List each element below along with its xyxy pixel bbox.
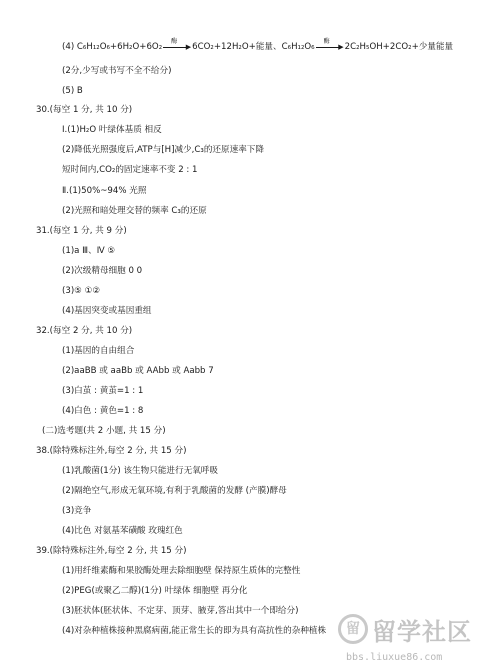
- q29-eq1-left: C₆H₁₂O₆+6H₂O+6O₂: [76, 42, 163, 52]
- site-watermark: [336, 612, 498, 669]
- q39-a2: (2)PEG(或聚乙二醇)(1分) 叶绿体 细胞壁 再分化: [62, 586, 248, 596]
- q38-a1: (1)乳酸菌(1分) 该生物只能进行无氧呼吸: [62, 466, 218, 476]
- q32-a4: (4)白色 : 黄色=1 : 8: [62, 406, 144, 416]
- q39-a3: (3)胚状体(胚状体、不定芽、顶芽、腋芽,答出其中一个即给分): [62, 606, 299, 616]
- q31-a4: (4)基因突变或基因重组: [62, 306, 152, 316]
- q31-header: 31.(每空 1 分, 共 9 分): [36, 226, 127, 236]
- q29-eq2-right: 2C₂H₅OH+2CO₂+少量能量: [344, 42, 454, 52]
- reaction-arrow-icon: 酶 ▶: [316, 43, 344, 51]
- watermark-logo-icon: 留: [338, 614, 368, 644]
- section2-title: (二)选考题(共 2 小题, 共 15 分): [42, 426, 166, 436]
- q30-header: 30.(每空 1 分, 共 10 分): [36, 105, 133, 115]
- q39-a4: (4)对杂种植株接种黑腐病菌,能正常生长的即为具有高抗性的杂种植株: [62, 626, 327, 636]
- q31-a3: (3)⑤ ①②: [62, 286, 101, 296]
- q39-header: 39.(除特殊标注外,每空 2 分, 共 15 分): [36, 546, 187, 556]
- q29-item5: (5) B: [62, 86, 83, 96]
- watermark-title: 留学社区: [372, 618, 472, 646]
- q29-item4: [62, 37, 454, 53]
- q29-item4-label: (4): [62, 42, 75, 52]
- q31-a2: (2)次级精母细胞 0 0: [62, 266, 143, 276]
- q30-ii2: (2)光照和暗处理交替的频率 C₃的还原: [62, 206, 207, 216]
- q32-header: 32.(每空 2 分, 共 10 分): [36, 326, 133, 336]
- reaction-arrow-icon: 酶 ▶: [163, 43, 191, 51]
- enzyme-label: 酶: [171, 37, 178, 45]
- q32-a3: (3)白茧 : 黄茧=1 : 1: [62, 386, 144, 396]
- q30-i2-line1: (2)降低光照强度后,ATP与[H]减少,C₃的还原速率下降: [62, 145, 264, 155]
- watermark-url: bbs.liuxue86.com: [346, 652, 443, 663]
- q30-ii1: Ⅱ.(1)50%~94% 光照: [62, 186, 147, 196]
- enzyme-label: 酶: [323, 37, 330, 45]
- q38-a2: (2)隔绝空气,形成无氧环境,有利于乳酸菌的发酵 (产膜)酵母: [62, 486, 287, 496]
- q39-a1: (1)用纤维素酶和果胶酶处理去除细胞壁 保持原生质体的完整性: [62, 566, 301, 576]
- q38-a4: (4)比色 对氨基苯磺酸 玫瑰红色: [62, 526, 183, 536]
- q30-i2-line2: 短时间内,CO₂的固定速率不变 2 : 1: [62, 165, 198, 175]
- q38-header: 38.(除特殊标注外,每空 2 分, 共 15 分): [36, 446, 187, 456]
- q29-eq2-left: C₆H₁₂O₆: [281, 42, 315, 52]
- q29-eq1-right: 6CO₂+12H₂O+能量、: [192, 42, 282, 52]
- q32-a1: (1)基因的自由组合: [62, 346, 135, 356]
- q29-note: (2分,少写或书写不全不给分): [62, 66, 172, 76]
- q31-a1: (1)a Ⅲ、Ⅳ ⑤: [62, 246, 116, 256]
- q30-i1: Ⅰ.(1)H₂O 叶绿体基质 相反: [62, 125, 162, 135]
- q32-a2: (2)aaBB 或 aaBb 或 AAbb 或 Aabb 7: [62, 366, 214, 376]
- q38-a3: (3)竞争: [62, 506, 92, 516]
